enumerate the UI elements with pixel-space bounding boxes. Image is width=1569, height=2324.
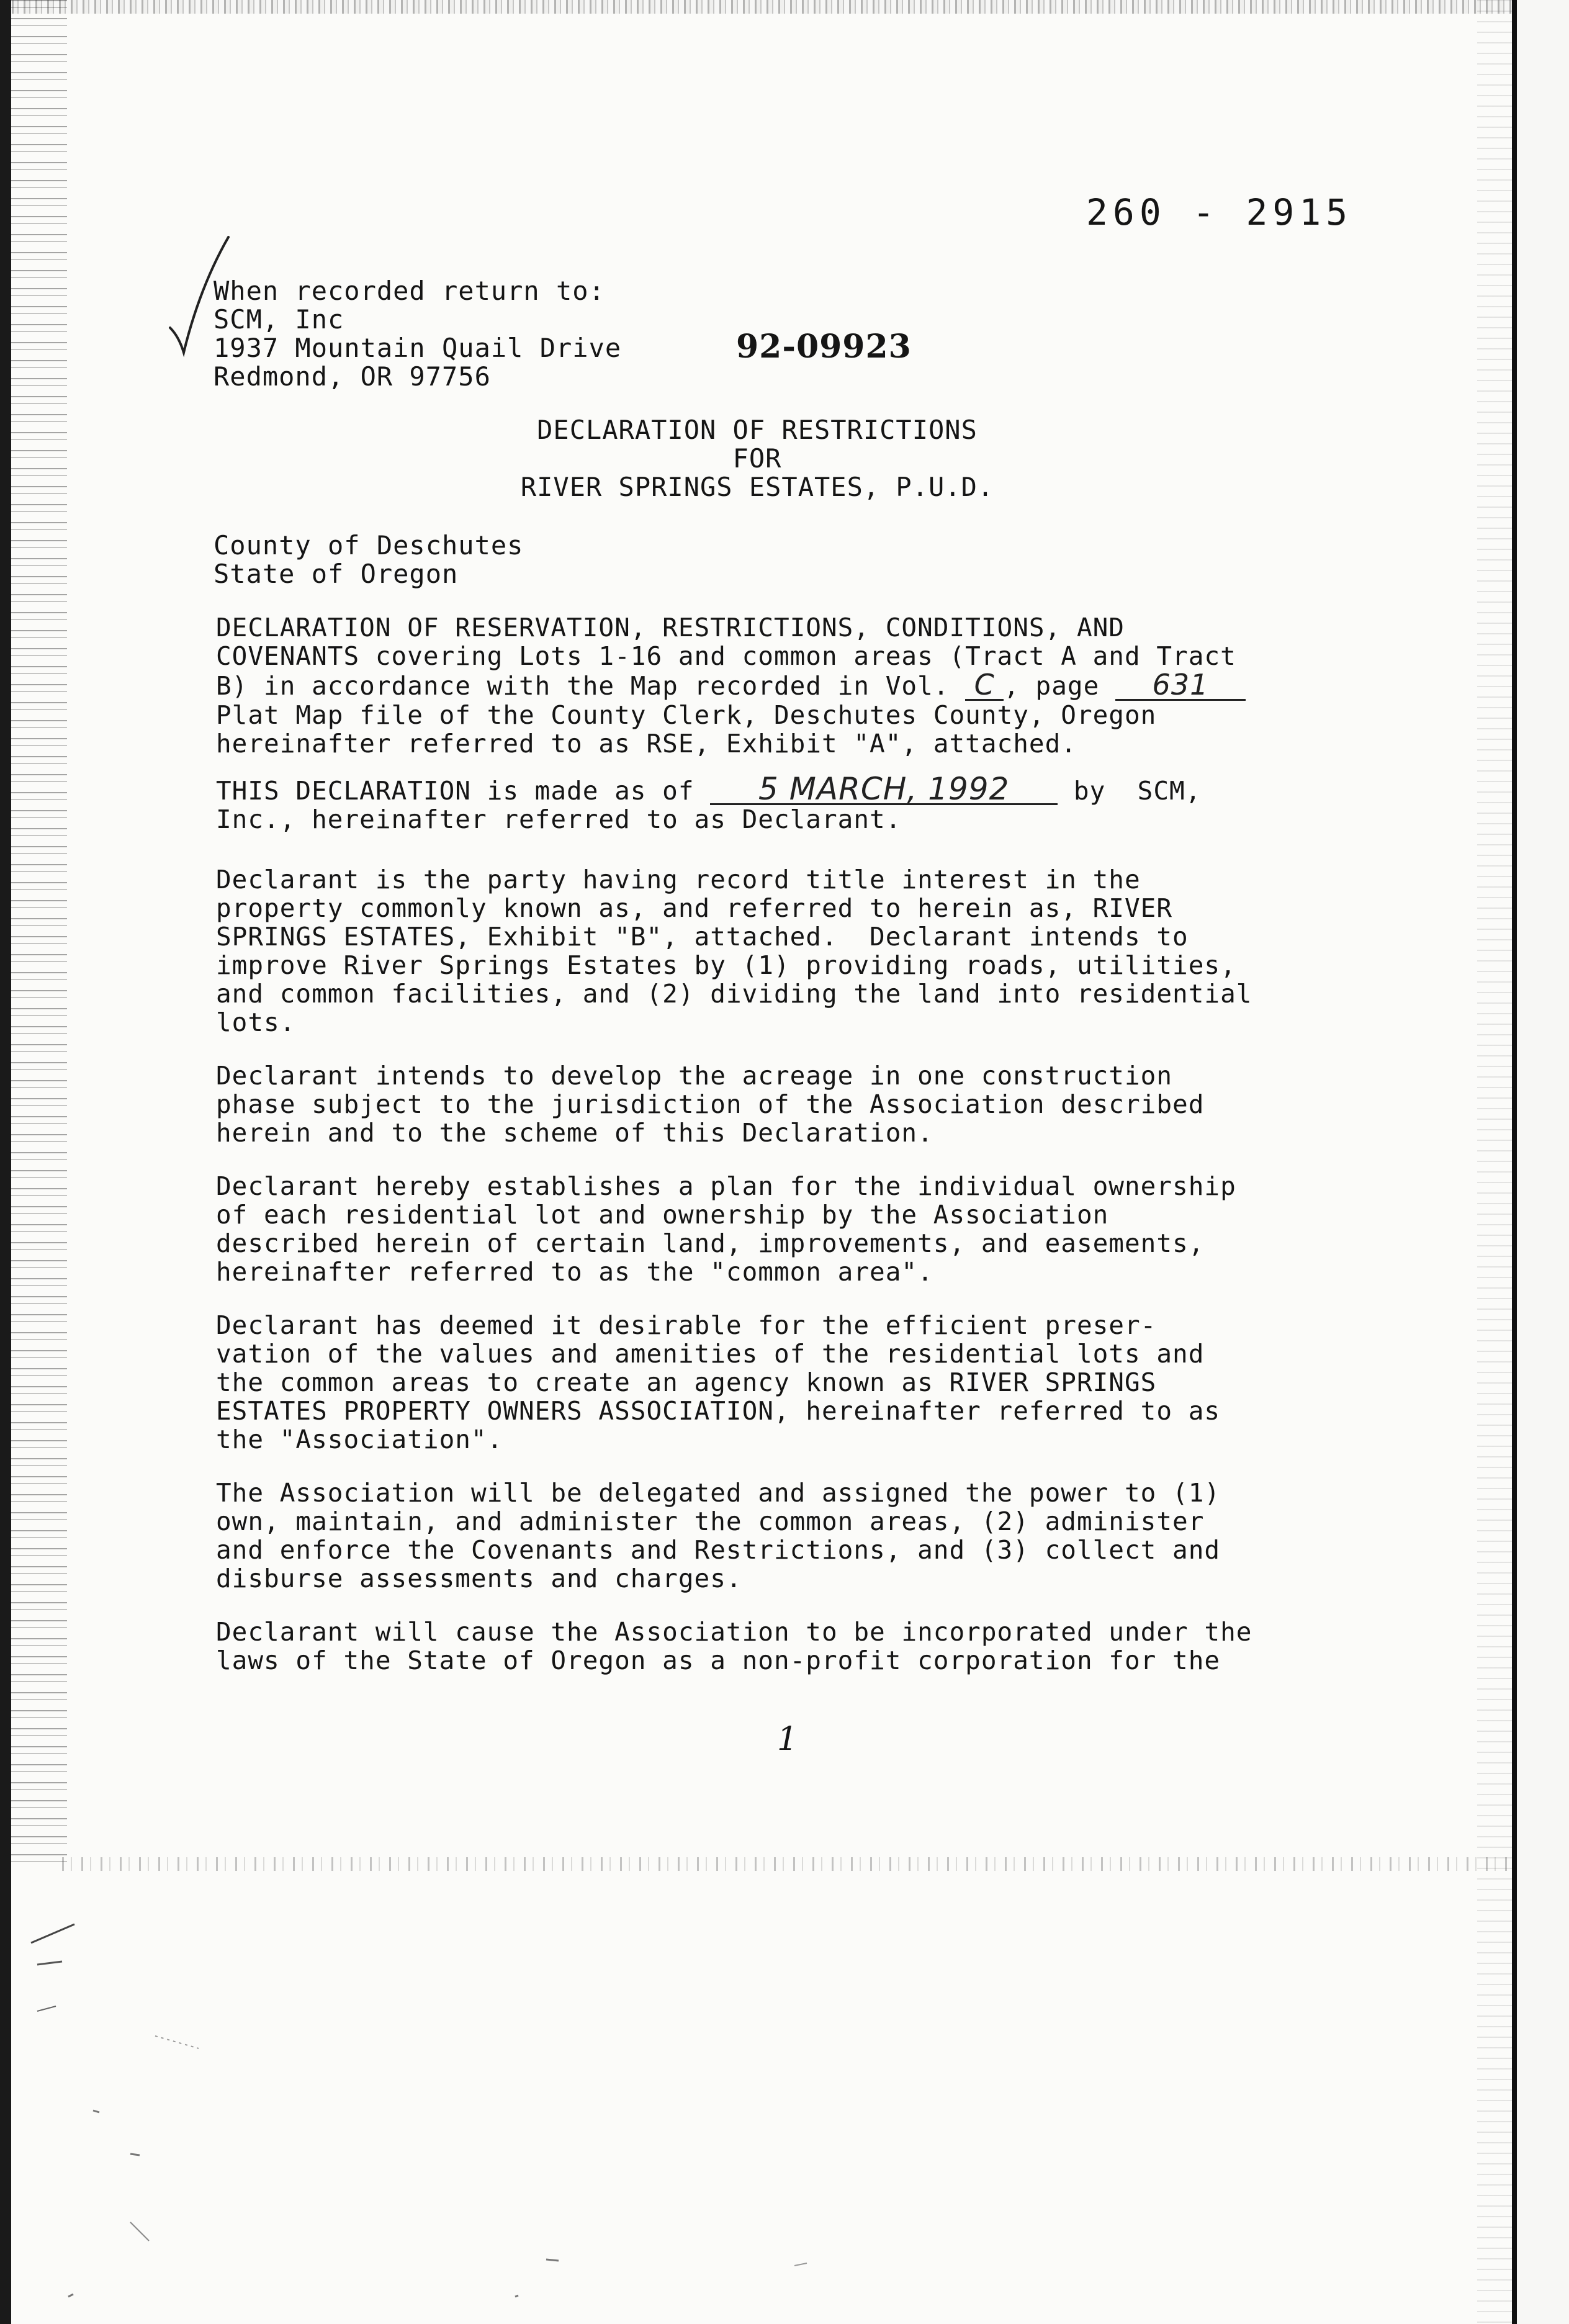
paragraph-line	[216, 670, 1321, 701]
paragraph-line: lots.	[216, 1007, 296, 1037]
paragraph-line: own, maintain, and administer the common areas, (2) administer	[216, 1507, 1205, 1536]
paragraph-line: Plat Map file of the County Clerk, Deschutes County, Oregon	[216, 700, 1157, 730]
paragraph-line	[216, 771, 1321, 807]
handwritten-date: 5 MARCH, 1992	[710, 775, 1058, 805]
handwritten-volume: C	[965, 670, 1004, 701]
paragraph-declaration	[216, 613, 1321, 758]
paragraph-text: , page	[1004, 671, 1115, 701]
return-to-city: Redmond, OR 97756	[214, 361, 491, 392]
paragraph-line: phase subject to the jurisdiction of the Association described	[216, 1089, 1205, 1119]
document-number: 260 - 2915	[1086, 191, 1353, 233]
document-title-line3: RIVER SPRINGS ESTATES, P.U.D.	[520, 472, 994, 502]
page-number: 1	[777, 1721, 798, 1758]
paragraph-line: Declarant will cause the Association to be incorporated under the	[216, 1617, 1252, 1647]
paragraph-line: hereinafter referred to as the "common area".	[216, 1257, 933, 1287]
paragraph-line: vation of the values and amenities of the residential lots and	[216, 1339, 1205, 1369]
paragraph-title-interest	[216, 865, 1321, 1037]
document-title-line1: DECLARATION OF RESTRICTIONS	[537, 415, 978, 445]
paragraph-line: improve River Springs Estates by (1) providing roads, utilities,	[216, 950, 1236, 980]
state-line: State of Oregon	[214, 559, 459, 589]
scan-marks	[0, 1862, 1569, 2322]
paragraph-line: the "Association".	[216, 1425, 503, 1454]
paragraph-line: The Association will be delegated and assigned the power to (1)	[216, 1478, 1221, 1508]
paragraph-line: DECLARATION OF RESERVATION, RESTRICTIONS, CONDITIONS, AND	[216, 613, 1125, 642]
paragraph-incorporation	[216, 1618, 1321, 1675]
document-title-line2: FOR	[732, 443, 782, 474]
paragraph-line: Declarant is the party having record title interest in the	[216, 865, 1141, 894]
handwritten-page: 631	[1115, 670, 1246, 701]
paragraph-text: B) in accordance with the Map recorded in Vol.	[216, 671, 966, 701]
recording-number: 92-09923	[736, 328, 912, 366]
return-to-street: 1937 Mountain Quail Drive	[214, 333, 622, 363]
paragraph-line: of each residential lot and ownership by the Association	[216, 1200, 1109, 1230]
paragraph-line: and common facilities, and (2) dividing the land into residential	[216, 979, 1252, 1009]
paragraph-line: Declarant intends to develop the acreage in one construction	[216, 1061, 1173, 1091]
county-line: County of Deschutes	[214, 530, 524, 561]
paragraph-association-agency	[216, 1311, 1321, 1454]
paragraph-development	[216, 1061, 1321, 1147]
paragraph-line: Declarant has deemed it desirable for the efficient preser-	[216, 1310, 1157, 1340]
return-to-heading: When recorded return to:	[214, 276, 605, 306]
paragraph-line: Declarant hereby establishes a plan for the individual ownership	[216, 1171, 1236, 1201]
paragraph-line: the common areas to create an agency known as RIVER SPRINGS	[216, 1367, 1157, 1397]
paragraph-date	[216, 771, 1321, 834]
paragraph-line: hereinafter referred to as RSE, Exhibit "A", attached.	[216, 729, 1077, 759]
paragraph-line: and enforce the Covenants and Restrictions, and (3) collect and	[216, 1535, 1221, 1565]
paragraph-line: described herein of certain land, improvements, and easements,	[216, 1228, 1205, 1258]
paragraph-line: disburse assessments and charges.	[216, 1564, 742, 1593]
return-to-company: SCM, Inc	[214, 304, 344, 335]
paragraph-line: COVENANTS covering Lots 1-16 and common areas (Tract A and Tract	[216, 641, 1236, 671]
paragraph-line: laws of the State of Oregon as a non-profit corporation for the	[216, 1646, 1221, 1675]
paragraph-line: property commonly known as, and referred to herein as, RIVER	[216, 893, 1173, 923]
paragraph-association-powers	[216, 1479, 1321, 1593]
paragraph-line: herein and to the scheme of this Declaration.	[216, 1118, 933, 1148]
paragraph-text: by SCM,	[1058, 776, 1202, 806]
paragraph-line: SPRINGS ESTATES, Exhibit "B", attached. Declarant intends to	[216, 922, 1189, 952]
paragraph-line: ESTATES PROPERTY OWNERS ASSOCIATION, hereinafter referred to as	[216, 1396, 1221, 1426]
scan-edge-top	[0, 0, 1569, 14]
paragraph-ownership-plan	[216, 1172, 1321, 1286]
scan-noise-left	[11, 0, 67, 1862]
paragraph-line: Inc., hereinafter referred to as Declarant.	[216, 804, 902, 834]
paragraph-text: THIS DECLARATION is made as of	[216, 776, 711, 806]
